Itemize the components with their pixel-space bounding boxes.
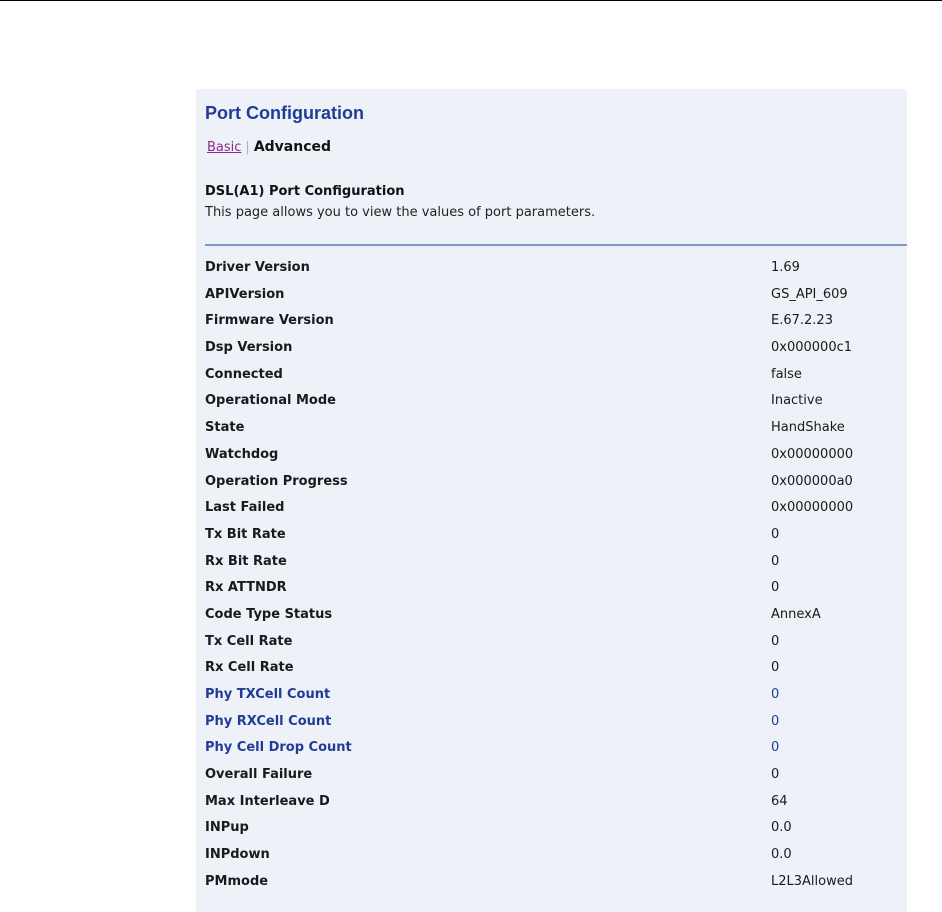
param-value[interactable]: 0 [771, 740, 780, 756]
section-title: DSL(A1) Port Configuration [205, 184, 405, 199]
param-label: Rx ATTNDR [205, 580, 287, 596]
param-label: INPup [205, 820, 249, 836]
param-row[interactable] [205, 687, 905, 714]
param-label: State [205, 420, 245, 436]
param-row [205, 367, 905, 394]
param-value[interactable]: 0 [771, 687, 780, 702]
tab-bar [207, 139, 331, 155]
param-row[interactable] [205, 714, 905, 741]
param-row [205, 527, 905, 554]
param-label: Operation Progress [205, 473, 348, 489]
tab-advanced: Advanced [253, 139, 332, 155]
param-row [205, 847, 905, 874]
param-value: 0 [771, 553, 780, 569]
param-value: 0 [771, 633, 780, 649]
param-value: Inactive [771, 393, 823, 409]
param-row [205, 820, 905, 847]
param-row [205, 794, 905, 821]
param-row [205, 500, 905, 527]
param-value: AnnexA [771, 606, 821, 622]
param-label: Watchdog [205, 446, 279, 462]
param-value: 1.69 [771, 260, 800, 275]
param-row [205, 420, 905, 447]
param-value: 0x00000000 [771, 500, 854, 516]
section-description: This page allows you to view the values of port parameters. [205, 205, 596, 220]
param-row [205, 393, 905, 420]
param-value: 0.0 [771, 847, 792, 863]
divider [205, 244, 907, 246]
param-label: Firmware Version [205, 313, 334, 329]
tab-separator: | [245, 140, 250, 155]
param-label: Driver Version [205, 260, 310, 275]
param-label[interactable]: Phy Cell Drop Count [205, 740, 352, 756]
param-row [205, 340, 905, 367]
param-value: 0 [771, 526, 780, 542]
param-value: 0 [771, 660, 780, 676]
param-row [205, 580, 905, 607]
param-value: L2L3Allowed [771, 873, 853, 889]
param-row [205, 660, 905, 687]
param-label: Rx Bit Rate [205, 553, 287, 569]
param-label: Overall Failure [205, 767, 313, 783]
param-label: INPdown [205, 847, 270, 863]
param-row [205, 634, 905, 661]
param-label: Operational Mode [205, 393, 336, 409]
param-row [205, 260, 905, 287]
tab-basic[interactable]: Basic [207, 140, 242, 155]
param-value: false [771, 366, 802, 382]
param-value: 0x00000000 [771, 446, 854, 462]
param-row[interactable] [205, 740, 905, 767]
param-label: Tx Cell Rate [205, 633, 293, 649]
content-panel [196, 89, 907, 912]
param-label: Max Interleave D [205, 793, 330, 809]
param-value: HandShake [771, 420, 845, 436]
param-label: Last Failed [205, 500, 285, 516]
param-row [205, 607, 905, 634]
param-label: PMmode [205, 873, 269, 889]
param-row [205, 447, 905, 474]
param-label: Tx Bit Rate [205, 526, 286, 542]
params-table [205, 260, 905, 901]
param-label: APIVersion [205, 286, 285, 302]
param-row [205, 313, 905, 340]
param-value: 64 [771, 793, 788, 809]
param-value: GS_API_609 [771, 286, 848, 302]
page-title: Port Configuration [205, 103, 364, 123]
param-row [205, 474, 905, 501]
param-value: 0x000000c1 [771, 340, 853, 356]
param-value: 0 [771, 580, 780, 596]
param-row [205, 287, 905, 314]
param-value: 0x000000a0 [771, 473, 853, 489]
param-label: Rx Cell Rate [205, 660, 294, 676]
top-rule [0, 0, 942, 1]
param-label: Dsp Version [205, 340, 293, 356]
param-value: 0 [771, 767, 780, 783]
param-label: Connected [205, 366, 283, 382]
param-label: Code Type Status [205, 606, 333, 622]
param-label[interactable]: Phy TXCell Count [205, 687, 331, 702]
param-row [205, 874, 905, 901]
param-value: 0.0 [771, 820, 792, 836]
param-row [205, 554, 905, 581]
param-value[interactable]: 0 [771, 713, 780, 729]
param-row [205, 767, 905, 794]
param-value: E.67.2.23 [771, 313, 833, 329]
param-label[interactable]: Phy RXCell Count [205, 713, 332, 729]
